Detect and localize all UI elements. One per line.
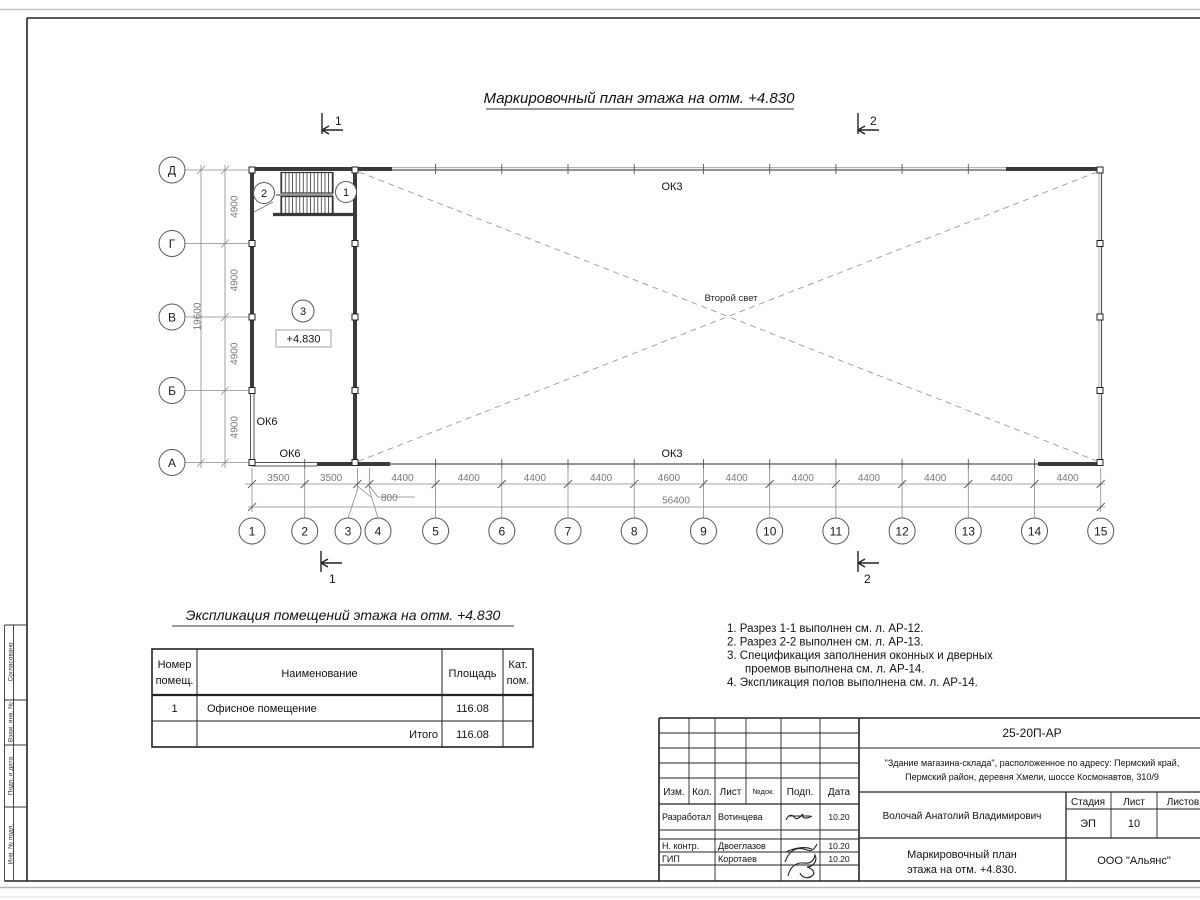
bay-dim-13: 4400 bbox=[1056, 473, 1079, 484]
stamp-name-ncontr: Двоеглазов bbox=[718, 841, 766, 851]
bay-dim-1: 3500 bbox=[267, 473, 290, 484]
window-mark-ok3-bottom: ОК3 bbox=[661, 448, 683, 460]
bay-dim-6: 4400 bbox=[589, 473, 613, 484]
table-header-cat-line2: пом. bbox=[506, 675, 530, 687]
stamp-object-line2: Пермский район, деревня Хмели, шоссе Космонавтов, 310/9 bbox=[905, 772, 1159, 782]
bay-dim-2: 3500 bbox=[319, 473, 343, 484]
signature-marks bbox=[785, 814, 817, 878]
axis-col-8: 8 bbox=[630, 524, 638, 539]
axis-col-7: 7 bbox=[564, 524, 572, 539]
door-tag-1: 1 bbox=[342, 187, 350, 199]
stamp-role-ncontr: Н. контр. bbox=[662, 841, 700, 851]
col-axis-bubbles bbox=[239, 518, 1114, 544]
stamp-company: ООО "Альянс" bbox=[1097, 855, 1171, 867]
section-1-label-bottom: 1 bbox=[329, 572, 336, 586]
edge-ticks bbox=[305, 164, 1035, 469]
axis-col-3: 3 bbox=[344, 524, 352, 539]
axis-col-11: 11 bbox=[829, 524, 843, 539]
stamp-object-line1: "Здание магазина-склада", расположенное по адресу: Пермский край, bbox=[884, 758, 1180, 768]
row-axis-bubbles bbox=[159, 157, 185, 476]
margin-label-vzam: Взам. инв. № bbox=[7, 701, 15, 743]
column-markers bbox=[249, 167, 1103, 466]
row-dim-3: 4900 bbox=[229, 342, 241, 365]
stamp-role-developer: Разработал bbox=[662, 812, 711, 822]
stamp-doc-code: 25-20П-АР bbox=[1002, 726, 1062, 740]
elevation-label: +4.830 bbox=[286, 333, 321, 346]
bay-dim-11: 4400 bbox=[924, 473, 947, 484]
table-header-cat-line1: Кат. bbox=[508, 659, 528, 671]
stamp-name-gip: Коротаев bbox=[718, 854, 757, 864]
axis-v: В bbox=[167, 310, 177, 325]
stamp-header-izm: Изм. bbox=[663, 787, 685, 798]
axis-col-9: 9 bbox=[700, 524, 707, 539]
note-line-3: 3. Спецификация заполнения оконных и дверных bbox=[727, 650, 993, 662]
margin-label-soglasovano: Согласовано bbox=[7, 642, 15, 682]
margin-label-podp: Подп. и дата bbox=[7, 756, 15, 796]
window-mark-ok6-left: ОК6 bbox=[256, 416, 278, 428]
window-mark-ok6-bottom: ОК6 bbox=[279, 448, 301, 460]
axis-col-14: 14 bbox=[1027, 524, 1042, 539]
axis-col-2: 2 bbox=[301, 524, 309, 539]
table-header-num-line1: Номер bbox=[157, 659, 192, 671]
row-dim-2: 4900 bbox=[229, 269, 241, 292]
table-header-num-line2: помещ. bbox=[155, 675, 194, 687]
note-line-5: 4. Экспликация полов выполнена см. л. АР-14. bbox=[727, 677, 978, 689]
axis-col-5: 5 bbox=[432, 524, 439, 539]
table-total-area: 116.08 bbox=[456, 729, 489, 741]
table-cell-name: Офисное помещение bbox=[207, 703, 317, 715]
bay-dim-3: 4400 bbox=[391, 473, 414, 484]
axis-col-6: 6 bbox=[498, 524, 506, 539]
stamp-header-podp: Подп. bbox=[786, 787, 814, 798]
section-2-label-bottom: 2 bbox=[864, 572, 871, 586]
row-dim-1: 4900 bbox=[229, 195, 241, 218]
bay-dim-5: 4400 bbox=[523, 473, 547, 484]
axis-b: Б bbox=[168, 384, 176, 398]
stamp-name-developer: Вотинцева bbox=[718, 812, 763, 822]
axis-col-13: 13 bbox=[961, 524, 975, 539]
margin-label-inv: Инв. № подл. bbox=[7, 823, 15, 865]
stamp-approver-name: Волочай Анатолий Владимирович bbox=[882, 811, 1042, 822]
bay-dim-8: 4400 bbox=[725, 473, 748, 484]
stamp-date-developer: 10.20 bbox=[828, 812, 850, 822]
axis-col-4: 4 bbox=[374, 524, 382, 539]
note-line-1: 1. Разрез 1-1 выполнен см. л. АР-12. bbox=[727, 623, 924, 635]
sheet-frame bbox=[5, 18, 1200, 881]
stair-flights bbox=[276, 173, 333, 214]
bay-dim-12: 4400 bbox=[990, 473, 1013, 484]
bay-dim-9: 4400 bbox=[791, 473, 814, 484]
table-total-row bbox=[409, 729, 489, 741]
plan-title: Маркировочный план этажа на отм. +4.830 bbox=[483, 90, 795, 107]
stamp-header-kol: Кол. bbox=[692, 787, 712, 798]
axis-col-10: 10 bbox=[763, 524, 777, 539]
stamp-header-list: Лист bbox=[719, 787, 742, 798]
stamp-header-ndoc: №док. bbox=[752, 787, 775, 796]
axis-col-12: 12 bbox=[895, 524, 909, 539]
bay-dim-10: 4400 bbox=[857, 473, 881, 484]
bay-dim-small: 800 bbox=[381, 493, 398, 504]
bay-dim-7: 4600 bbox=[657, 473, 681, 484]
table-cell-area: 116.08 bbox=[456, 703, 489, 715]
table-header-area: Площадь bbox=[448, 668, 497, 680]
table-title: Экспликация помещений этажа на отм. +4.830 bbox=[185, 607, 501, 623]
void-diagonals bbox=[359, 172, 1097, 461]
window-mark-ok3-top: ОК3 bbox=[661, 181, 683, 193]
second-light-label: Второй свет bbox=[704, 293, 758, 304]
row-dim-4: 4900 bbox=[229, 416, 241, 439]
stamp-sheet-value: 10 bbox=[1127, 818, 1141, 830]
stamp-stage-value: ЭП bbox=[1080, 818, 1096, 830]
axis-g: Г bbox=[168, 237, 176, 251]
stamp-role-gip: ГИП bbox=[662, 854, 680, 864]
table-row bbox=[171, 703, 488, 715]
stamp-sheet-label: Лист bbox=[1123, 797, 1145, 808]
stamp-doc-title-line1: Маркировочный план bbox=[907, 849, 1017, 861]
axis-a: А bbox=[167, 456, 177, 470]
axis-col-15: 15 bbox=[1094, 524, 1108, 539]
stamp-header-data: Дата bbox=[827, 787, 851, 798]
table-cell-num: 1 bbox=[171, 703, 178, 715]
note-line-4: проемов выполнена см. л. АР-14. bbox=[745, 663, 925, 676]
door-tag-2: 2 bbox=[260, 188, 268, 200]
table-header-name: Наименование bbox=[281, 668, 358, 680]
stamp-date-ncontr: 10.20 bbox=[828, 841, 850, 851]
stamp-doc-title-line2: этажа на отм. +4.830. bbox=[907, 864, 1017, 876]
col-dim-total: 56400 bbox=[662, 495, 690, 507]
row-dim-total: 19600 bbox=[192, 302, 204, 331]
stamp-sheets-label: Листов bbox=[1166, 797, 1200, 808]
stamp-date-gip: 10.20 bbox=[828, 854, 850, 864]
axis-col-1: 1 bbox=[248, 524, 256, 539]
stamp-stage-label: Стадия bbox=[1070, 797, 1106, 808]
section-1-label-top: 1 bbox=[335, 114, 342, 128]
axis-d: Д bbox=[167, 163, 177, 178]
plan-walls bbox=[249, 167, 1103, 466]
note-line-2: 2. Разрез 2-2 выполнен см. л. АР-13. bbox=[727, 636, 924, 649]
section-marks bbox=[321, 113, 879, 572]
bay-dim-4: 4400 bbox=[457, 473, 480, 484]
table-total-label: Итого bbox=[409, 729, 438, 741]
notes-block bbox=[727, 623, 993, 689]
section-2-label-top: 2 bbox=[870, 114, 877, 128]
room-tag bbox=[276, 300, 331, 347]
room-number: 3 bbox=[299, 306, 307, 318]
